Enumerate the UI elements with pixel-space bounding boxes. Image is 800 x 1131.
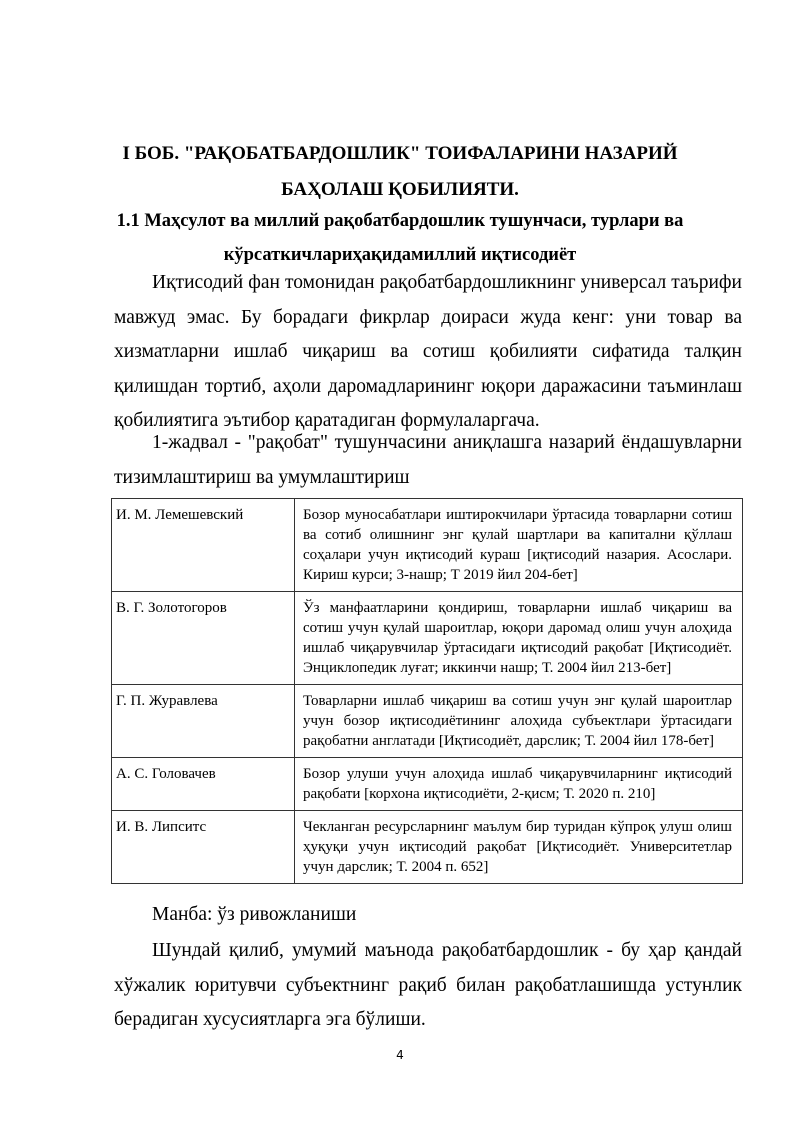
table-row [112, 758, 743, 811]
definitions-table [111, 498, 743, 884]
chapter-title-line-2: БАҲОЛАШ ҚОБИЛИЯТИ. [281, 179, 519, 200]
intro-paragraph-text: Иқтисодий фан томонидан рақобатбардошликнинг универсал таърифи мавжуд эмас. Бу борадаги фикрлар доираси жуда кенг: уни товар ва хизматларни ишлаб чиқариш ва сотиш қобилияти сифатида талқин қилишдан тортиб, аҳоли даромадларининг юқори даражасини таъминлаш қобилиятига эътибор қаратадиган формулаларгача. [114, 272, 742, 431]
definition-cell: Бозор муносабатлари иштирокчилари ўртасида товарларни сотиш ва сотиб олишнинг энг қулай шартлари ва капитални қўллаш соҳалари учун иқтисодий кураш [иқтисодий назария. Асослари. Кириш курси; 3-нашр; Т 2019 йил 204-бет] [295, 499, 743, 592]
table-row [112, 811, 743, 884]
author-cell: В. Г. Золотогоров [112, 592, 295, 685]
author-cell: И. М. Лемешевский [112, 499, 295, 592]
page-number: 4 [396, 1048, 404, 1062]
table-row [112, 685, 743, 758]
chapter-title-line-1: I БОБ. "РАҚОБАТБАРДОШЛИК" ТОИФАЛАРИНИ НАЗАРИЙ [122, 143, 678, 164]
author-cell: А. С. Головачев [112, 758, 295, 811]
conclusion-paragraph-text: Шундай қилиб, умумий маънода рақобатбардошлик - бу ҳар қандай хўжалик юритувчи субъектнинг рақиб билан рақобатлашишда устунлик берадиган хусусиятларга эга бўлиши. [114, 940, 742, 1030]
intro-paragraph [114, 266, 742, 439]
table-caption [114, 426, 742, 495]
table-row [112, 499, 743, 592]
table-caption-text: 1-жадвал - "рақобат" тушунчасини аниқлашга назарий ёндашувларни тизимлаштириш ва умумлаштириш [114, 432, 742, 488]
definition-cell: Ўз манфаатларини қондириш, товарларни ишлаб чиқариш ва сотиш учун қулай шароитлар, юқори даромад олиш учун алоҳида ишлаб чиқарувчилар ўртасидаги иқтисодий рақобат [Иқтисодиёт. Энциклопедик луғат; иккинчи нашр; Т. 2004 йил 213-бет] [295, 592, 743, 685]
conclusion-paragraph [114, 934, 742, 1038]
section-title-line-1: 1.1 Маҳсулот ва миллий рақобатбардошлик тушунчаси, турлари ва [116, 211, 684, 231]
section-title [100, 204, 700, 272]
definition-cell: Чекланган ресурсларнинг маълум бир туридан кўпроқ улуш олиш ҳуқуқи учун иқтисодий рақобат [Иқтисодиёт. Университетлар учун дарслик; Т. 2004 п. 652] [295, 811, 743, 884]
author-cell: И. В. Липситс [112, 811, 295, 884]
chapter-title [100, 136, 700, 208]
source-note: Манба: ўз ривожланиши [152, 904, 357, 925]
definitions-table-body [112, 499, 743, 884]
definition-cell: Товарларни ишлаб чиқариш ва сотиш учун энг қулай шароитлар учун бозор иқтисодиётининг алоҳида субъектлари ўртасидаги рақобатни англатади [Иқтисодиёт, дарслик; Т. 2004 йил 178-бет] [295, 685, 743, 758]
author-cell: Г. П. Журавлева [112, 685, 295, 758]
table-row [112, 592, 743, 685]
section-title-line-2: кўрсаткичлариҳақидамиллий иқтисодиёт [223, 245, 577, 265]
definition-cell: Бозор улуши учун алоҳида ишлаб чиқарувчиларнинг иқтисодий рақобати [корхона иқтисодиёти, 2-қисм; Т. 2020 п. 210] [295, 758, 743, 811]
